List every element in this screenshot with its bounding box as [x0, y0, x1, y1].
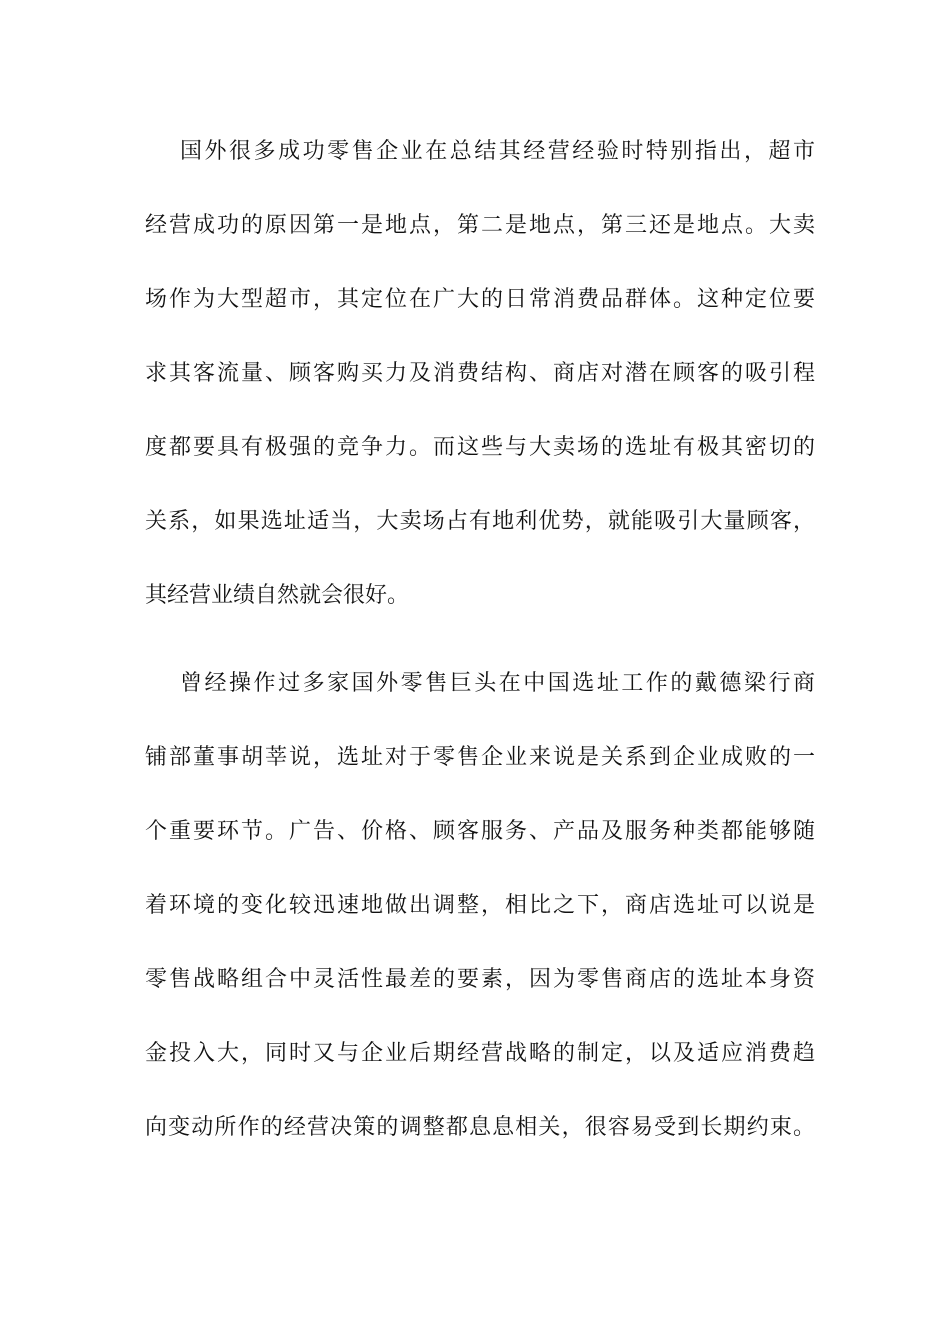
paragraph-line: 场作为大型超市，其定位在广大的日常消费品群体。这种定位要 — [145, 287, 815, 312]
paragraph-line: 向变动所作的经营决策的调整都息息相关，很容易受到长期约束。 — [145, 1115, 815, 1140]
paragraph-line: 度都要具有极强的竞争力。而这些与大卖场的选址有极其密切的 — [145, 435, 815, 460]
paragraph-line: 曾经操作过多家国外零售巨头在中国选址工作的戴德梁行商 — [180, 671, 815, 696]
paragraph-line: 求其客流量、顾客购买力及消费结构、商店对潜在顾客的吸引程 — [145, 361, 815, 386]
paragraph-line: 国外很多成功零售企业在总结其经营经验时特别指出，超市 — [180, 139, 815, 164]
paragraph-line: 铺部董事胡莘说，选址对于零售企业来说是关系到企业成败的一 — [145, 745, 815, 770]
paragraph-line: 着环境的变化较迅速地做出调整，相比之下，商店选址可以说是 — [145, 893, 815, 918]
paragraph-line: 经营成功的原因第一是地点，第二是地点，第三还是地点。大卖 — [145, 213, 815, 238]
paragraph-line: 关系，如果选址适当，大卖场占有地利优势，就能吸引大量顾客， — [145, 509, 815, 534]
paragraph-line: 个重要环节。广告、价格、顾客服务、产品及服务种类都能够随 — [145, 819, 815, 844]
paragraph-line: 零售战略组合中灵活性最差的要素，因为零售商店的选址本身资 — [145, 967, 815, 992]
paragraph-line: 金投入大，同时又与企业后期经营战略的制定，以及适应消费趋 — [145, 1041, 815, 1066]
paragraph-line: 其经营业绩自然就会很好。 — [145, 583, 410, 608]
